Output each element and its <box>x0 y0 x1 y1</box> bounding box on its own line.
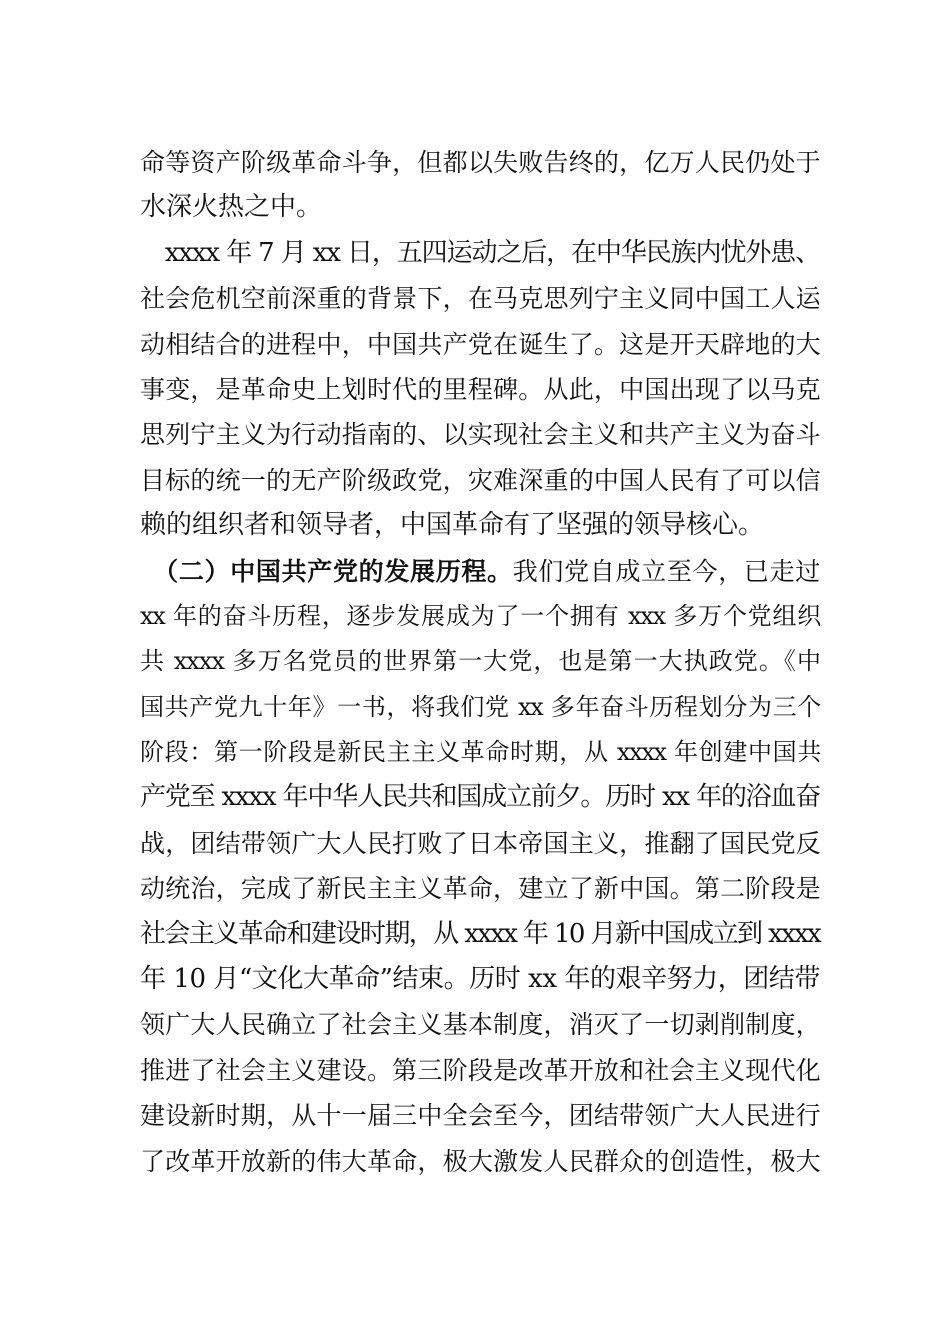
text-line: 动相结合的进程中，中国共产党在诞生了。这是开天辟地的大 <box>140 329 820 359</box>
text-line: 事变，是革命史上划时代的里程碑。从此，中国出现了以马克 <box>140 374 820 404</box>
text-line: 国共产党九十年》一书，将我们党 xx 多年奋斗历程划分为三个 <box>140 692 820 721</box>
text-run: 我们党自成立至今，已走过 <box>512 556 820 586</box>
text-line: 建设新时期，从十一届三中全会至今，团结带领广大人民进行 <box>140 1101 820 1131</box>
text-line: 阶段：第一阶段是新民主主义革命时期，从 xxxx 年创建中国共 <box>140 738 820 767</box>
text-line: 了改革开放新的伟大革命，极大激发人民群众的创造性，极大 <box>140 1146 820 1176</box>
text-line: 命等资产阶级革命斗争，但都以失败告终的，亿万人民仍处于 <box>140 148 820 177</box>
text-line-mixed <box>140 549 820 594</box>
text-line: 水深火热之中。 <box>140 192 323 223</box>
text-line: 社会主义革命和建设时期，从 xxxx 年 10 月新中国成立到 xxxx <box>140 918 820 949</box>
text-line: 思列宁主义为行动指南的、以实现社会主义和共产主义为奋斗 <box>140 420 820 450</box>
text-line: 战，团结带领广大人民打败了日本帝国主义，推翻了国民党反 <box>140 828 820 858</box>
body-text <box>140 140 820 1184</box>
text-line: 动统治，完成了新民主主义革命，建立了新中国。第二阶段是 <box>140 874 820 904</box>
text-line: 赖的组织者和领导者，中国革命有了坚强的领导核心。 <box>140 510 765 541</box>
text-line: 领广大人民确立了社会主义基本制度，消灭了一切剥削制度， <box>140 1010 820 1040</box>
text-line: 产党至 xxxx 年中华人民共和国成立前夕。历时 xx 年的浴血奋 <box>140 782 821 813</box>
text-line: 推进了社会主义建设。第三阶段是改革开放和社会主义现代化 <box>140 1055 820 1085</box>
text-line: xx 年的奋斗历程，逐步发展成为了一个拥有 xxx 多万个党组织 <box>140 601 820 630</box>
text-line: xxxx 年 7 月 xx 日，五四运动之后，在中华民族内忧外患、 <box>140 237 820 268</box>
text-line: 年 10 月“文化大革命”结束。历时 xx 年的艰辛努力，团结带 <box>140 964 820 995</box>
text-line: 共 xxxx 多万名党员的世界第一大党，也是第一大执政党。《中 <box>140 647 820 676</box>
section-heading: （二）中国共产党的发展历程。 <box>140 556 513 586</box>
text-line: 社会危机空前深重的背景下，在马克思列宁主义同中国工人运 <box>140 284 820 314</box>
text-line: 目标的统一的无产阶级政党，灾难深重的中国人民有了可以信 <box>140 465 820 495</box>
